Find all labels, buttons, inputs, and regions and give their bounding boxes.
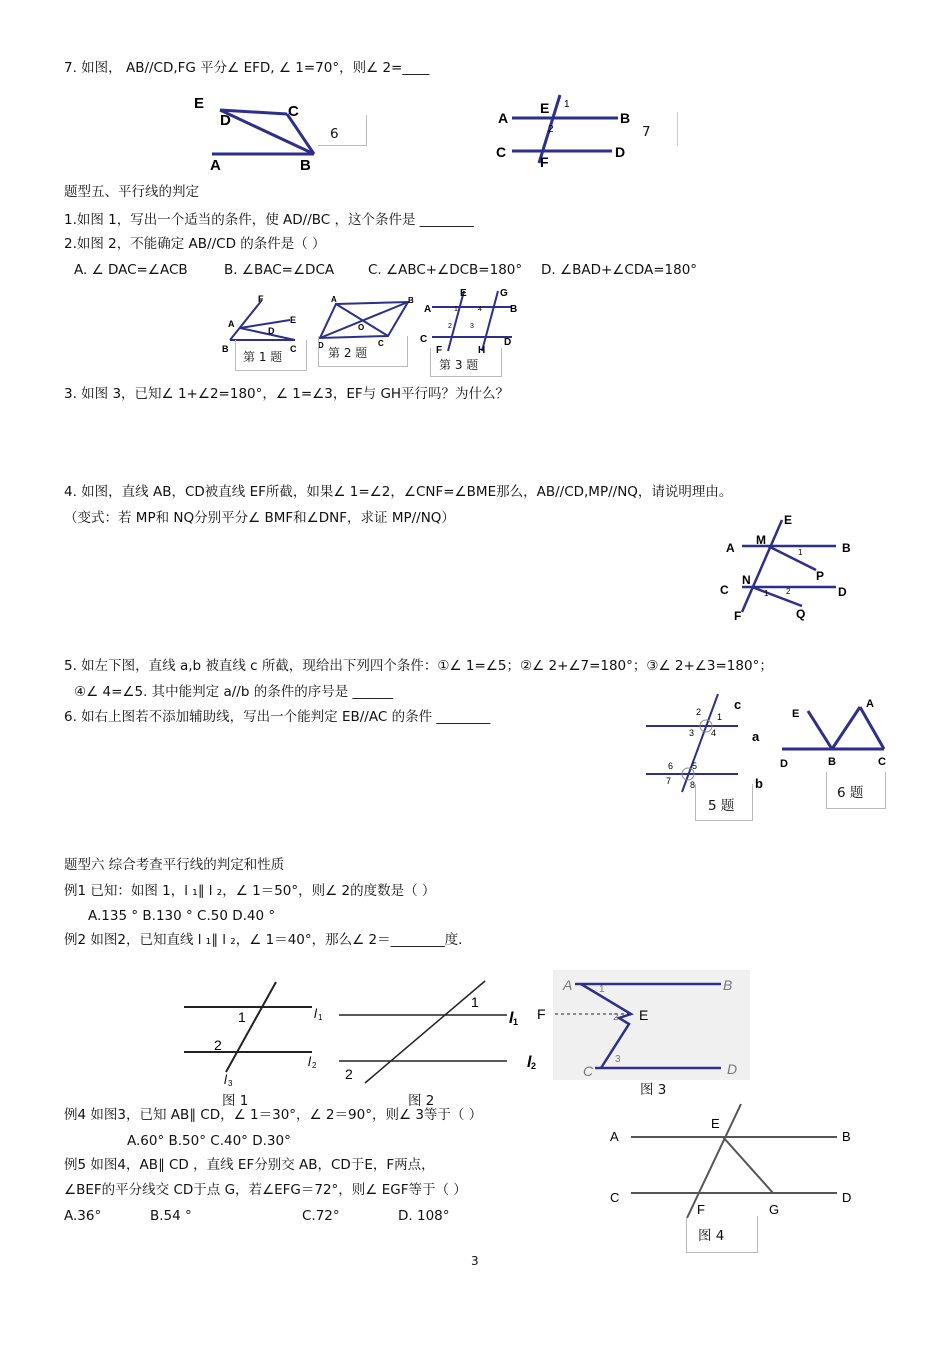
svg-text:E: E	[290, 315, 297, 325]
figure-q6	[778, 695, 893, 775]
svg-text:D: D	[838, 585, 847, 599]
svg-text:A: A	[610, 1129, 619, 1144]
example-1: 例1 已知：如图 1，l ₁∥ l ₂，∠ 1＝50°，则∠ 2的度数是（ ）	[64, 883, 436, 899]
svg-text:B: B	[842, 541, 851, 555]
svg-text:C: C	[496, 144, 507, 160]
svg-text:l: l	[527, 1054, 532, 1071]
svg-text:E: E	[460, 288, 467, 299]
question-1: 1.如图 1，写出一个适当的条件，使 AD//BC ，这个条件是 ________	[64, 212, 474, 228]
svg-text:1: 1	[564, 99, 570, 110]
caption-box-1	[235, 340, 307, 371]
question-2: 2.如图 2，不能确定 AB//CD 的条件是（ ）	[64, 236, 326, 252]
svg-text:1: 1	[318, 1013, 323, 1022]
example-5-option-b: B.54 °	[150, 1208, 192, 1224]
svg-text:D: D	[220, 112, 231, 129]
option-d: D. ∠BAD+∠CDA=180°	[541, 262, 698, 278]
svg-text:4: 4	[478, 306, 482, 313]
svg-text:D: D	[727, 1061, 738, 1077]
example-5-option-c: C.72°	[302, 1208, 340, 1224]
svg-text:1: 1	[798, 548, 803, 557]
svg-text:B: B	[222, 344, 229, 354]
svg-text:a: a	[752, 729, 760, 744]
svg-text:2: 2	[696, 707, 702, 717]
svg-text:4: 4	[711, 728, 717, 738]
svg-text:b: b	[755, 776, 763, 791]
svg-text:D: D	[318, 341, 324, 350]
svg-text:A: A	[210, 157, 221, 174]
section-5-title: 题型五、平行线的判定	[64, 184, 199, 200]
svg-text:B: B	[620, 110, 631, 126]
caption-fig5: 5 题	[708, 798, 735, 814]
example-5-line2: ∠BEF的平分线交 CD于点 G，若∠EFG＝72°，则∠ EGF等于（ ）	[64, 1182, 467, 1198]
figure-q7-right	[490, 95, 640, 170]
svg-text:A: A	[866, 698, 874, 710]
label-fig-2: 图 2	[408, 1093, 435, 1109]
question-4-variant: （变式：若 MP和 NQ分别平分∠ BMF和∠DNF，求证 MP//NQ）	[64, 510, 455, 526]
example-1-options: A.135 ° B.130 ° C.50 D.40 °	[88, 908, 276, 924]
svg-text:G: G	[500, 288, 508, 299]
svg-text:1: 1	[764, 589, 769, 598]
svg-text:8: 8	[690, 780, 696, 790]
svg-text:C: C	[610, 1190, 620, 1205]
svg-text:A: A	[563, 977, 573, 993]
svg-text:C: C	[290, 344, 297, 354]
svg-text:P: P	[816, 569, 825, 583]
svg-text:O: O	[358, 323, 365, 332]
svg-text:A: A	[228, 319, 235, 329]
svg-text:1: 1	[717, 712, 723, 722]
svg-text:Q: Q	[796, 607, 806, 621]
svg-text:6: 6	[668, 761, 674, 771]
svg-text:C: C	[583, 1063, 594, 1079]
figure-q3	[420, 285, 520, 356]
figure-q4	[720, 508, 860, 628]
svg-text:B: B	[408, 296, 414, 305]
question-6: 6. 如右上图若不添加辅助线，写出一个能判定 EB//AC 的条件 ________	[64, 709, 491, 725]
svg-text:1: 1	[238, 1009, 246, 1025]
svg-text:3: 3	[615, 1054, 621, 1065]
svg-text:A: A	[726, 541, 735, 555]
question-7: 7. 如图， AB//CD,FG 平分∠ EFD, ∠ 1=70°，则∠ 2=____	[64, 60, 430, 76]
svg-text:E: E	[711, 1116, 720, 1131]
svg-text:B: B	[300, 157, 311, 174]
svg-text:l: l	[308, 1054, 311, 1069]
question-3: 3. 如图 3，已知∠ 1+∠2=180°，∠ 1=∠3，EF与 GH平行吗？为什么？	[64, 386, 510, 402]
svg-text:1: 1	[513, 1017, 519, 1027]
svg-text:2: 2	[786, 587, 791, 596]
svg-text:l: l	[224, 1072, 227, 1087]
svg-text:3: 3	[228, 1079, 233, 1088]
svg-text:D: D	[615, 144, 626, 160]
question-4: 4. 如图，直线 AB，CD被直线 EF所截，如果∠ 1=∠2，∠CNF=∠BME那么，AB//CD,MP//NQ，请说明理由。	[64, 484, 733, 500]
svg-text:B: B	[723, 977, 733, 993]
figure-example-1	[180, 980, 330, 1088]
example-4-options: A.60° B.50° C.40° D.30°	[127, 1133, 291, 1149]
svg-text:C: C	[378, 339, 384, 348]
svg-text:l: l	[509, 1010, 514, 1027]
svg-text:D: D	[842, 1190, 852, 1205]
caption-box-6	[826, 772, 886, 809]
svg-text:l: l	[314, 1006, 317, 1021]
example-2: 例2 如图2，已知直线 l ₁∥ l ₂，∠ 1＝40°，那么∠ 2＝________度.	[64, 932, 463, 948]
svg-text:B: B	[828, 756, 836, 768]
figure-example-3	[535, 970, 750, 1080]
caption-fig6: 6 题	[837, 785, 864, 801]
svg-text:A: A	[424, 304, 432, 315]
page-number: 3	[471, 1254, 479, 1268]
svg-text:A: A	[498, 110, 509, 126]
caption-box-5	[695, 784, 753, 821]
svg-text:F: F	[436, 345, 443, 356]
svg-text:A: A	[331, 295, 337, 304]
svg-text:1: 1	[454, 306, 458, 313]
caption-fig3: 第 3 题	[439, 358, 479, 372]
svg-text:2: 2	[312, 1061, 317, 1070]
svg-text:2: 2	[531, 1061, 537, 1071]
svg-text:C: C	[420, 334, 428, 345]
svg-text:D: D	[268, 326, 275, 336]
svg-text:5: 5	[692, 761, 698, 771]
svg-text:E: E	[639, 1007, 649, 1023]
svg-text:F: F	[537, 1006, 546, 1022]
option-a: A. ∠ DAC=∠ACB	[74, 262, 188, 278]
svg-text:C: C	[720, 583, 729, 597]
figure-6-box	[318, 115, 367, 146]
figure-7-label: 7	[642, 124, 651, 140]
svg-text:7: 7	[666, 776, 672, 786]
option-b: B. ∠BAC=∠DCA	[224, 262, 335, 278]
caption-box-4	[686, 1216, 758, 1253]
example-5-option-d: D. 108°	[398, 1208, 450, 1224]
figure-example-4	[605, 1100, 860, 1225]
svg-text:2: 2	[214, 1037, 222, 1053]
svg-text:E: E	[792, 708, 800, 720]
section-6-title: 题型六 综合考查平行线的判定和性质	[64, 857, 285, 873]
svg-text:c: c	[734, 697, 742, 712]
example-5-line1: 例5 如图4，AB∥ CD ，直线 EF分别交 AB，CD于E，F两点，	[64, 1157, 435, 1173]
caption-fig2: 第 2 题	[328, 346, 368, 360]
label-fig-1: 图 1	[222, 1093, 249, 1109]
svg-text:G: G	[769, 1202, 780, 1217]
svg-text:F: F	[697, 1202, 705, 1217]
svg-text:N: N	[742, 573, 751, 587]
question-5-line1: 5. 如左下图，直线 a,b 被直线 c 所截，现给出下列四个条件：①∠ 1=∠5；②∠ 2+∠7=180°；③∠ 2+∠3=180°；	[64, 658, 773, 674]
option-c: C. ∠ABC+∠DCB=180°	[368, 262, 523, 278]
caption-fig1: 第 1 题	[243, 350, 283, 364]
svg-text:E: E	[194, 95, 205, 112]
caption-box-3	[430, 348, 502, 377]
figure-example-2	[335, 975, 545, 1087]
svg-text:F: F	[258, 294, 264, 304]
figure-q5	[640, 692, 775, 792]
figure-6-label: 6	[330, 126, 339, 142]
svg-text:D: D	[504, 337, 512, 348]
svg-text:F: F	[540, 154, 549, 170]
svg-text:1: 1	[471, 994, 479, 1010]
svg-text:3: 3	[689, 728, 695, 738]
caption-box-2	[318, 336, 408, 367]
svg-text:2: 2	[345, 1066, 353, 1082]
svg-text:2: 2	[613, 1012, 619, 1023]
svg-text:E: E	[540, 100, 550, 116]
svg-text:2: 2	[548, 124, 554, 135]
example-5-option-a: A.36°	[64, 1208, 102, 1224]
question-5-line2: ④∠ 4=∠5. 其中能判定 a//b 的条件的序号是 ______	[74, 684, 393, 700]
svg-text:C: C	[878, 756, 886, 768]
label-fig-4: 图 4	[698, 1228, 725, 1244]
svg-text:D: D	[780, 758, 788, 770]
svg-text:F: F	[734, 609, 742, 623]
svg-text:2: 2	[448, 323, 452, 330]
svg-text:B: B	[510, 304, 518, 315]
svg-text:H: H	[478, 345, 486, 356]
svg-text:B: B	[842, 1129, 851, 1144]
label-fig-3: 图 3	[640, 1082, 667, 1098]
example-4: 例4 如图3，已知 AB∥ CD，∠ 1＝30°，∠ 2＝90°，则∠ 3等于（ ）	[64, 1107, 483, 1123]
divider	[677, 112, 678, 146]
svg-text:M: M	[756, 533, 766, 547]
svg-text:E: E	[784, 513, 793, 527]
svg-text:C: C	[288, 103, 299, 120]
svg-text:3: 3	[470, 323, 474, 330]
svg-text:1: 1	[599, 984, 605, 995]
